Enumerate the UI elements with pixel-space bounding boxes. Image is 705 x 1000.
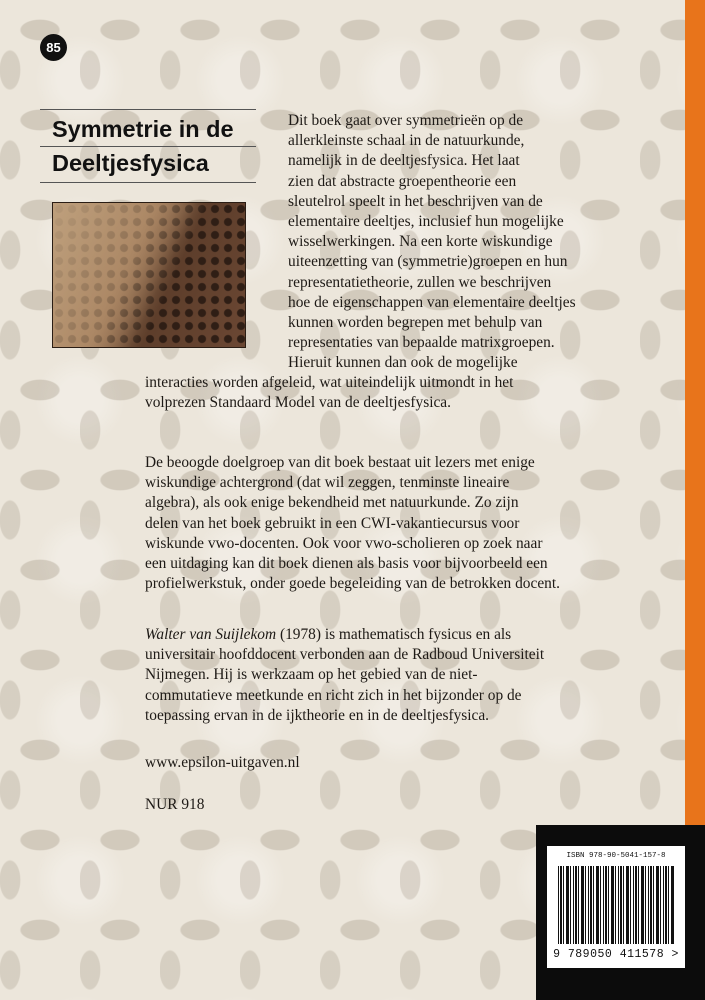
book-title xyxy=(40,109,256,183)
nur-code: NUR 918 xyxy=(145,796,205,813)
barcode-digits: 9 789050 411578 > xyxy=(553,948,679,961)
author-paragraph: Walter van Suijlekom (1978) is mathematisch fysicus en als universitair hoofddocent verbonden aan de Radboud Universiteit Nijmegen. Hij is werkzaam op het gebied van de niet- commutatieve meetkunde en richt zich in het bijzonder op de toepassing ervan in de ijktheorie en in de deeltjesfysica. xyxy=(145,626,545,724)
title-line-1: Symmetrie in de xyxy=(40,113,256,147)
title-line-2: Deeltjesfysica xyxy=(52,150,209,176)
series-number-badge: 85 xyxy=(40,34,67,61)
intro-paragraph-continued: interacties worden afgeleid, wat uiteindelijk uitmondt in het volprezen Standaard Model van de deeltjesfysica. xyxy=(145,374,514,412)
audience-paragraph: De beoogde doelgroep van dit boek bestaat uit lezers met enige wiskundige achtergrond (dat wil zeggen, tenminste lineaire algebra), als ook enige bekendheid met natuurkunde. Zo zijn delen van het boek gebruikt in een CWI-vakantiecursus voor wiskunde vwo-docenten. Ook voor vwo-scholieren op zoek naar een uitdaging kan dit boek dienen als basis voor bijvoorbeeld een profielwerkstuk, onder goede begeleiding van de betrokken docent. xyxy=(145,454,560,593)
intro-paragraph: Dit boek gaat over symmetrieën op de allerkleinste schaal in de natuurkunde, namelijk in de deeltjesfysica. Het laat zien dat abstracte groepentheorie een sleutelrol speelt in het beschrijven van de elementaire deeltjes, inclusief hun mogelijke wisselwerkingen. Na een korte wiskundige uiteenzetting van (symmetrie)groepen en hun representatietheorie, zullen we beschrijven hoe de eigenschappen van elementaire deeltjes kunnen worden begrepen met behulp van representaties van bepaalde matrixgroepen. Hieruit kunnen dan ook de mogelijke xyxy=(288,112,576,372)
barcode-label xyxy=(547,846,685,968)
cover-thumbnail-image xyxy=(52,202,246,348)
author-name: Walter van Suijlekom xyxy=(145,626,277,643)
barcode-panel xyxy=(536,825,705,1000)
isbn-text: ISBN 978-90-5041-157-8 xyxy=(566,852,666,860)
publisher-website: www.epsilon-uitgaven.nl xyxy=(145,754,300,771)
barcode-bars xyxy=(558,866,674,944)
